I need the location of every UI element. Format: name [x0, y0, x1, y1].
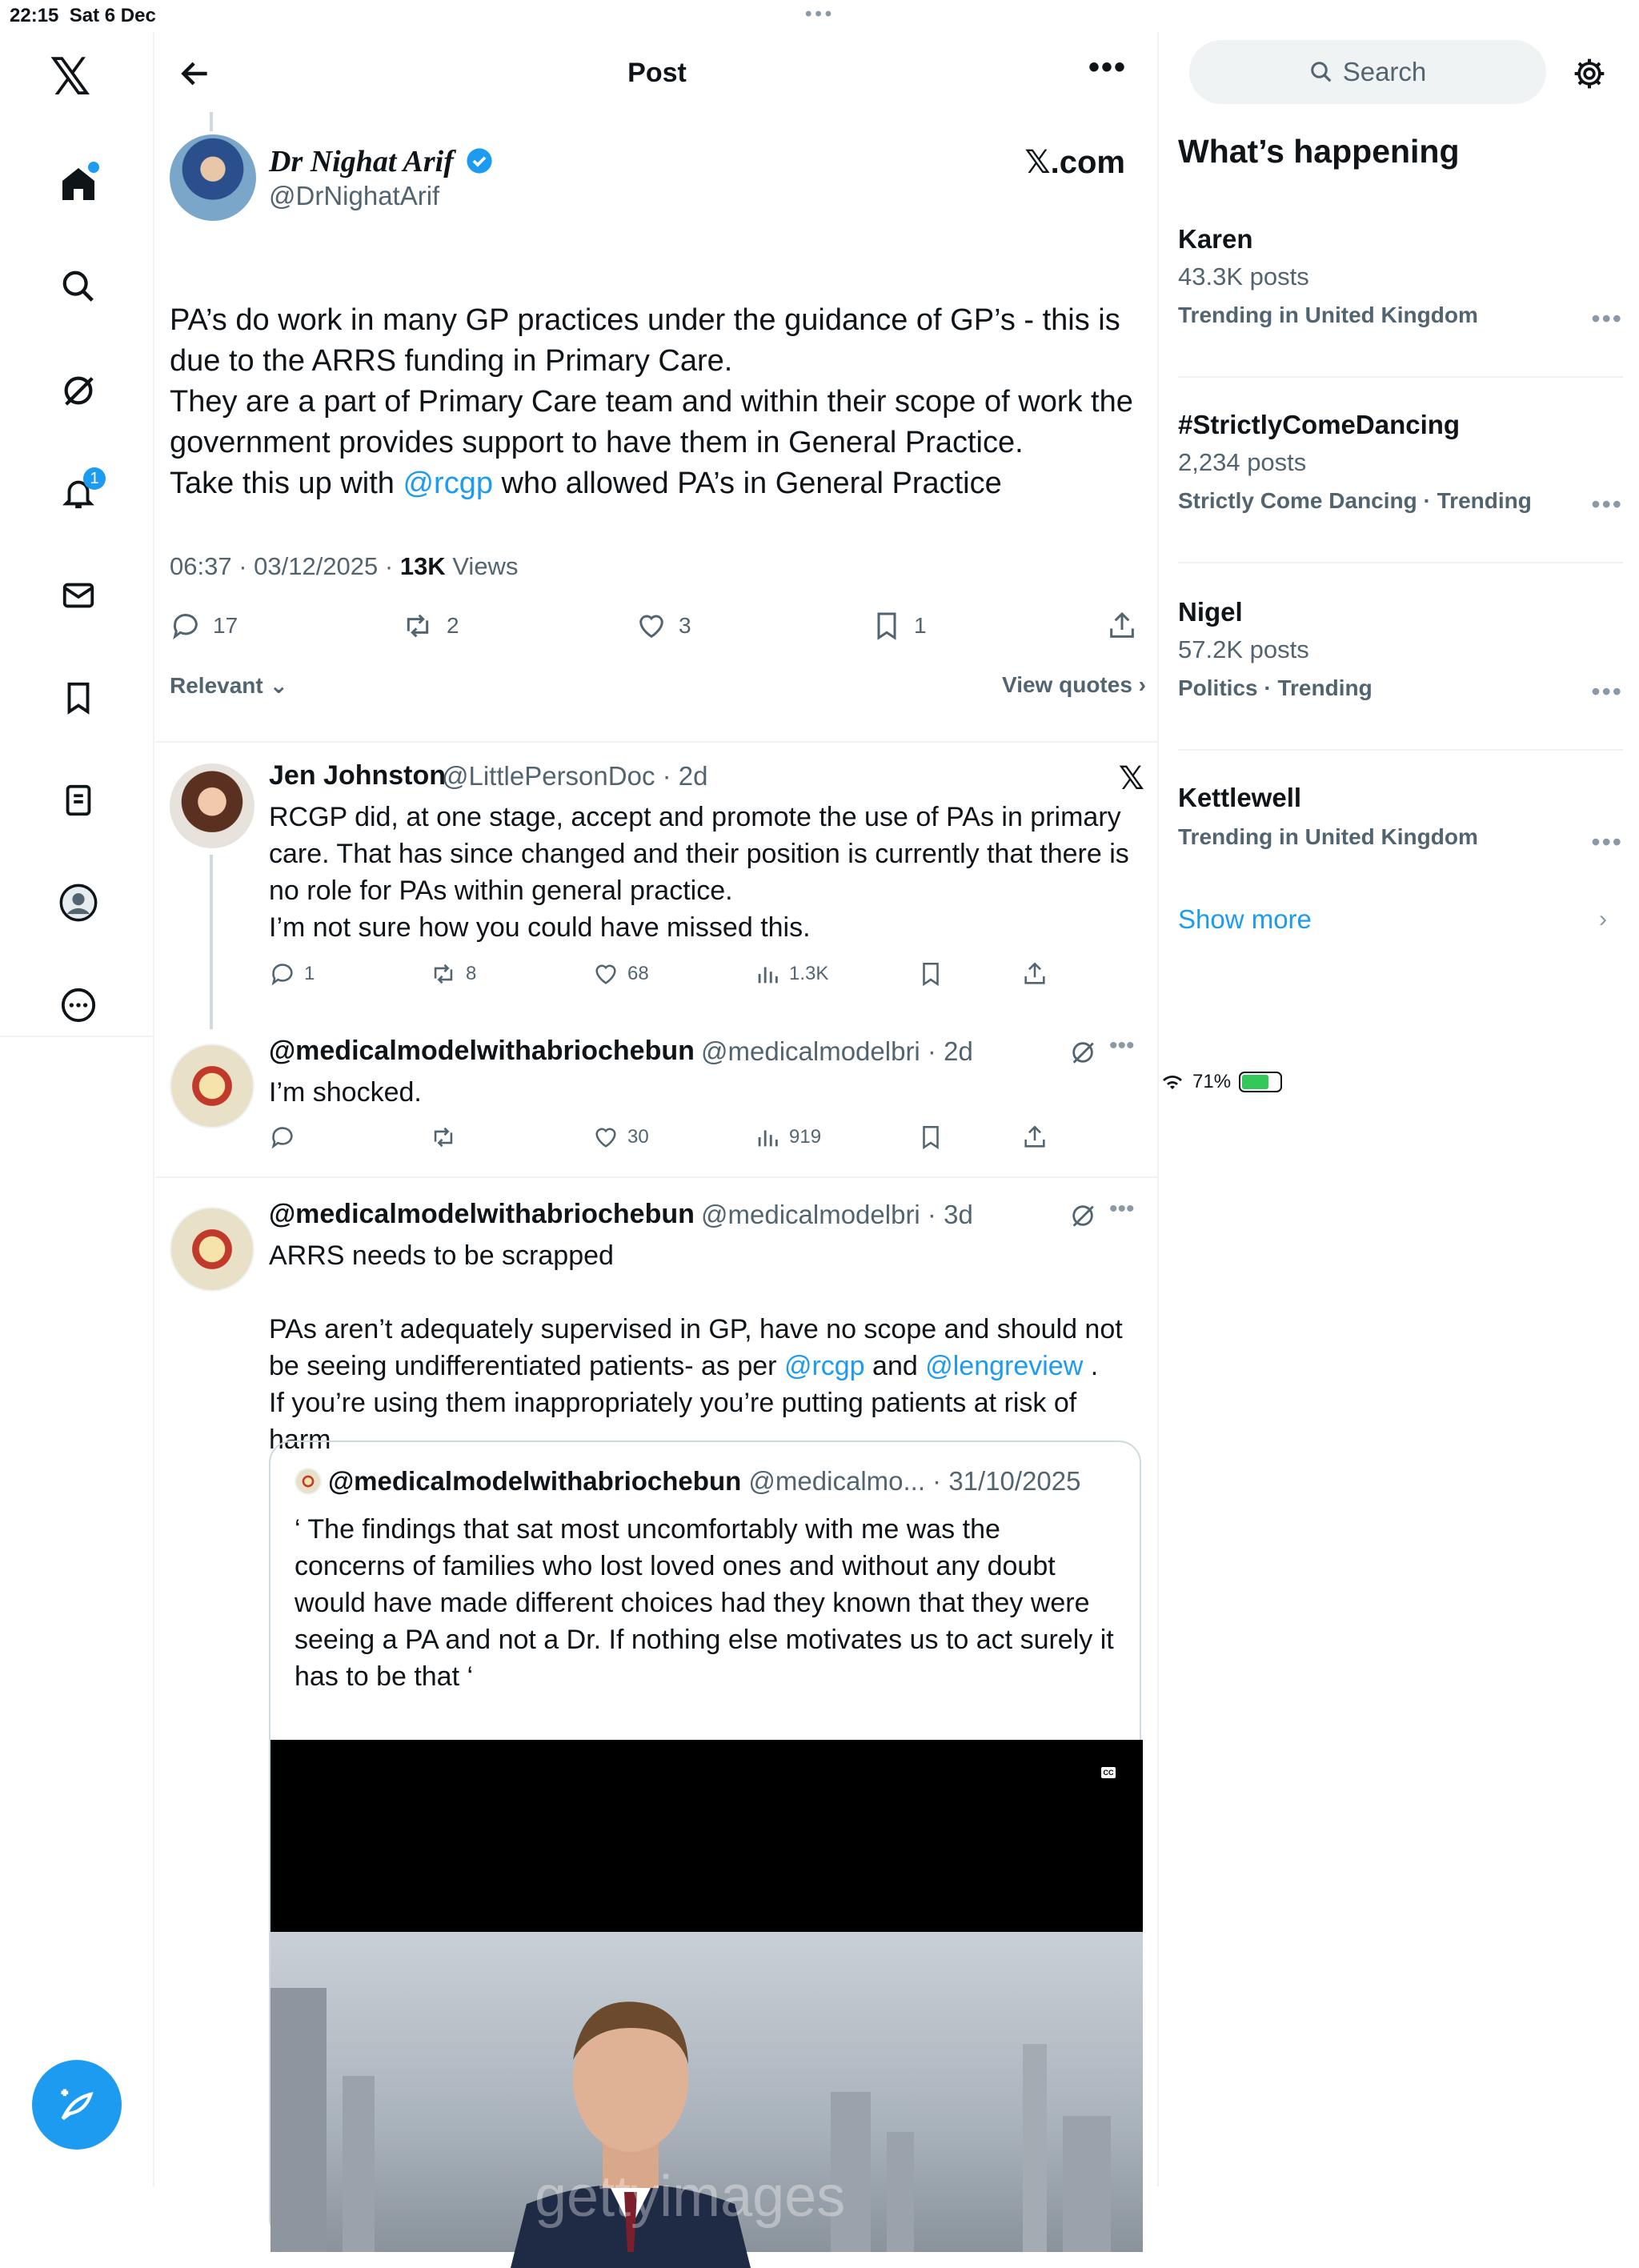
trend-item[interactable]: Kettlewell Trending in United Kingdom ••• [1178, 783, 1623, 856]
grok-icon[interactable] [1069, 1202, 1096, 1229]
closed-captions-icon[interactable]: CC [1101, 1767, 1116, 1778]
thread-line [210, 855, 213, 1029]
reply-text: RCGP did, at one stage, accept and promote the use of PAs in primary care. That has since changed and their position is currently that there is no role for PAs within general practice. I’m not sure how you could have missed this. [269, 802, 1129, 943]
more-options-icon[interactable] [56, 983, 101, 1028]
bookmark-button[interactable] [917, 960, 944, 988]
reply-button[interactable]: 1 [269, 960, 315, 988]
sort-relevant-dropdown[interactable]: Relevant ⌄ [170, 673, 288, 698]
share-button[interactable] [1021, 960, 1048, 988]
page-title: Post [627, 58, 687, 88]
view-quotes-link[interactable]: View quotes › [1002, 672, 1146, 697]
reply-more-icon[interactable]: ••• [1109, 1032, 1135, 1059]
quoted-post[interactable] [269, 1441, 1141, 2241]
divider [1178, 376, 1623, 378]
video-player[interactable] [270, 1740, 1143, 2252]
trends-heading: What’s happening [1178, 133, 1460, 170]
trend-more-icon[interactable]: ••• [1591, 677, 1623, 706]
heart-icon [592, 960, 619, 988]
reply-icon [170, 610, 202, 642]
verified-badge-icon [466, 147, 493, 174]
search-icon [1309, 60, 1333, 84]
mention-link[interactable]: @rcgp [403, 467, 493, 500]
share-button[interactable] [1021, 1124, 1048, 1151]
search-input[interactable] [1189, 40, 1546, 104]
avatar[interactable] [170, 134, 256, 221]
source-tag: 𝕏.com [1024, 145, 1125, 180]
right-sidebar [1160, 32, 1639, 2186]
settings-gear-icon[interactable] [1572, 56, 1607, 91]
divider [155, 741, 1159, 743]
post-header [155, 32, 1159, 112]
quoted-post-header: @medicalmodelwithabriochebun @medicalmo... · 31/10/2025 [295, 1466, 1080, 1497]
grok-icon[interactable] [1069, 1039, 1096, 1066]
search-placeholder: Search [1342, 57, 1427, 86]
home-icon[interactable] [56, 162, 101, 206]
search-icon[interactable] [56, 264, 101, 309]
compose-feather-icon [56, 2084, 98, 2126]
bookmarks-icon[interactable] [56, 675, 101, 720]
show-more-link[interactable]: Show more [1178, 904, 1312, 934]
reply-author-handle[interactable]: @medicalmodelbri · 3d [701, 1200, 973, 1229]
trend-more-icon[interactable]: ••• [1591, 304, 1623, 333]
reply-more-icon[interactable]: ••• [1109, 1196, 1135, 1222]
reply-icon [269, 960, 296, 988]
reply-author-handle[interactable]: @medicalmodelbri · 2d [701, 1036, 973, 1066]
bookmark-icon [871, 610, 903, 642]
nav-divider [0, 1036, 154, 1037]
avatar[interactable] [170, 763, 254, 848]
trend-item[interactable]: #StrictlyComeDancing 2,234 posts Strictly Come Dancing · Trending ••• [1178, 410, 1623, 519]
trend-more-icon[interactable]: ••• [1591, 490, 1623, 519]
views-button[interactable]: 919 [754, 1124, 821, 1151]
trend-item[interactable]: Nigel 57.2K posts Politics · Trending ••• [1178, 597, 1623, 706]
notifications-badge: 1 [83, 467, 106, 490]
share-icon [1106, 610, 1138, 642]
post-timestamp: 06:37 · 03/12/2025 · 13K Views [170, 552, 519, 580]
avatar [295, 1468, 322, 1495]
divider [1178, 562, 1623, 563]
analytics-icon [754, 960, 781, 988]
lists-icon[interactable] [56, 778, 101, 823]
replies-sort-bar [170, 672, 1146, 699]
bookmark-icon [917, 960, 944, 988]
repost-button[interactable] [429, 1124, 466, 1151]
share-icon [1021, 960, 1048, 988]
analytics-icon [754, 1124, 781, 1151]
trend-item[interactable]: Karen 43.3K posts Trending in United Kingdom ••• [1178, 224, 1623, 333]
reply-button[interactable]: 17 [170, 610, 238, 642]
views-button[interactable]: 1.3K [754, 960, 828, 988]
post-text: PA’s do work in many GP practices under the guidance of GP’s - this is due to the ARRS funding in Primary Care. They are a part of Primary Care team and within their scope of work the government provides support to have them in General Practice. Take this up with @rcgp who allowed PA’s in General Practice [170, 303, 1133, 500]
video-frame [270, 1932, 1143, 2252]
reply-author-name[interactable]: @medicalmodelwithabriochebun [269, 1199, 695, 1229]
mention-link[interactable]: @lengreview [925, 1351, 1084, 1381]
reply-author-name[interactable]: @medicalmodelwithabriochebun [269, 1036, 695, 1066]
post-author-name[interactable]: Dr Nighat Arif [269, 144, 493, 179]
reply-text: I’m shocked. [269, 1077, 422, 1108]
repost-button[interactable]: 8 [429, 960, 476, 988]
repost-icon [429, 1124, 458, 1151]
profile-icon[interactable] [56, 880, 101, 925]
multitasking-dots[interactable]: ••• [805, 3, 836, 25]
messages-icon[interactable] [56, 573, 101, 618]
chevron-down-icon: ⌄ [269, 673, 288, 698]
reply-icon [269, 1124, 296, 1151]
header-more-icon[interactable]: ••• [1088, 50, 1127, 85]
battery-percent: 71% [1192, 1071, 1232, 1092]
repost-icon [429, 960, 458, 988]
like-button[interactable]: 3 [635, 610, 691, 642]
heart-icon [592, 1124, 619, 1151]
x-logo-icon[interactable]: 𝕏 [50, 48, 91, 107]
post-author-handle[interactable]: @DrNighatArif [269, 181, 440, 210]
bookmark-button[interactable]: 1 [871, 610, 927, 642]
notifications-icon[interactable] [56, 471, 101, 515]
chevron-right-icon: › [1138, 672, 1146, 697]
mention-link[interactable]: @rcgp [783, 1351, 865, 1381]
like-button[interactable]: 30 [592, 1124, 649, 1151]
repost-button[interactable]: 2 [400, 610, 459, 642]
left-navigation [0, 32, 154, 2186]
thread-line [210, 112, 213, 131]
heart-icon [635, 610, 667, 642]
chevron-right-icon: › [1599, 906, 1607, 932]
reply-author-handle[interactable]: @LittlePersonDoc · 2d [442, 761, 708, 791]
watermark: gettyimages [535, 2165, 846, 2229]
divider [155, 1176, 1159, 1178]
reply-text: ARRS needs to be scrapped PAs aren’t adequately supervised in GP, have no scope and should not be seeing undifferentiated patients- as per @rcgp and @lengreview . If you’re using them inappropriately you’re putting patients at risk of harm [269, 1240, 1123, 1455]
divider [1178, 749, 1623, 751]
share-button[interactable] [1106, 610, 1138, 642]
avatar[interactable] [170, 1207, 254, 1292]
bookmark-button[interactable] [917, 1124, 944, 1151]
trend-more-icon[interactable]: ••• [1591, 827, 1623, 856]
reply-button[interactable] [269, 1124, 304, 1151]
bookmark-icon [917, 1124, 944, 1151]
like-button[interactable]: 68 [592, 960, 649, 988]
grok-icon[interactable] [56, 368, 101, 413]
compose-post-button[interactable] [32, 2060, 122, 2150]
avatar[interactable] [170, 1044, 254, 1128]
x-logo-icon: 𝕏 [1118, 760, 1144, 797]
share-icon [1021, 1124, 1048, 1151]
main-column [155, 32, 1159, 2229]
quoted-post-text: ‘ The findings that sat most uncomfortably with me was the concerns of families who lost loved ones and without any doubt would have made different choices had they known that they were seeing a PA and not a Dr. If nothing else motivates us to act surely it has to be that ‘ [295, 1514, 1114, 1692]
status-time: 22:15 Sat 6 Dec [10, 5, 156, 26]
repost-icon [400, 610, 435, 642]
reply-author-name[interactable]: Jen Johnston [269, 760, 447, 791]
